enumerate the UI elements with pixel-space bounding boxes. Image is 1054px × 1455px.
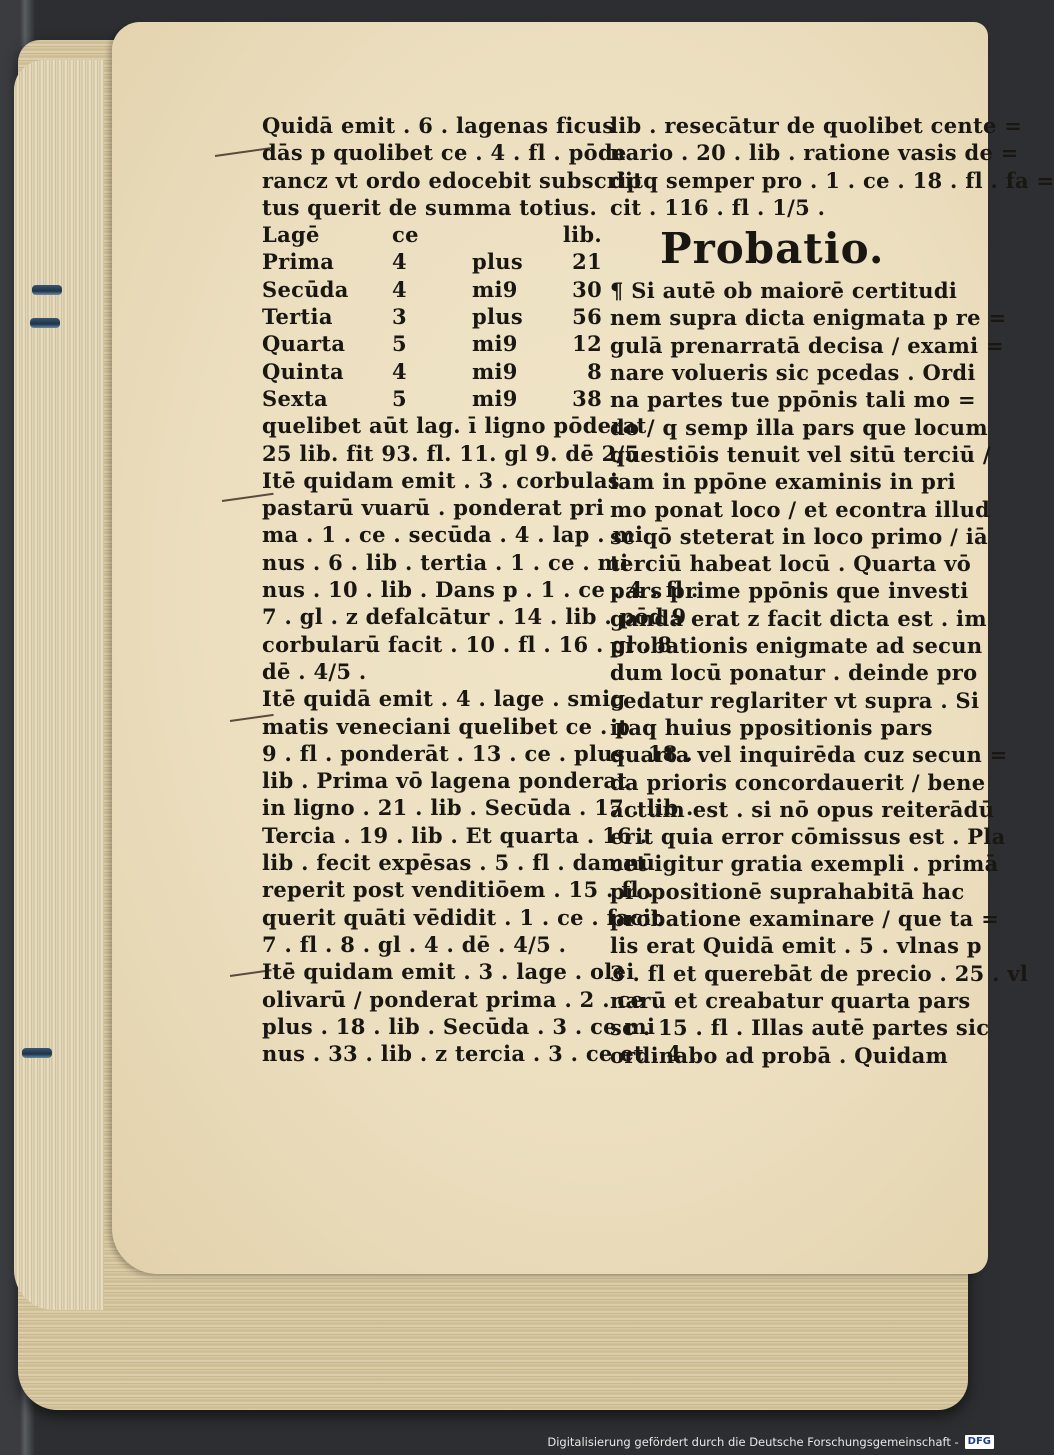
table-cell: 5 — [392, 331, 407, 357]
text-line: cet igitur gratia exempli . primā — [610, 851, 999, 877]
table-cell: 5 — [392, 385, 407, 411]
table-header — [262, 221, 602, 248]
text-line: actum est . si nō opus reiterādū — [610, 796, 995, 822]
text-line: narū et creabatur quarta pars — [610, 987, 971, 1013]
left-lines-a — [262, 112, 642, 221]
page-edges-left — [14, 60, 104, 1310]
text-line: Tercia . 19 . lib . Et quarta . 16 . — [262, 822, 648, 848]
section-heading: Probatio. — [660, 224, 885, 274]
table-cell: 3 — [392, 304, 407, 330]
text-line: nus . 6 . lib . tertia . 1 . ce . mi — [262, 549, 629, 575]
text-line: plus . 18 . lib . Secūda . 3 . ce mi — [262, 1013, 656, 1039]
text-line: 9 . fl . ponderāt . 13 . ce . plus . 18 . — [262, 740, 693, 766]
table-cell: 38 — [572, 385, 602, 411]
table-row — [262, 385, 602, 412]
text-line: sc . 15 . fl . Illas autē partes sic — [610, 1015, 990, 1041]
table-cell: Quarta — [262, 331, 346, 357]
text-line: probationis enigmate ad secun — [610, 633, 983, 659]
text-line: olivarū / ponderat prima . 2 . ce . — [262, 986, 660, 1012]
text-line: Itē quidam emit . 3 . corbulas — [262, 467, 620, 493]
text-line: da prioris concordauerit / bene — [610, 769, 986, 795]
text-line: rancz vt ordo edocebit subscrip — [262, 167, 642, 193]
text-line: quarta vel inquirēda cuz secun = — [610, 742, 1008, 768]
text-line: Quidā emit . 6 . lagenas ficus — [262, 113, 615, 138]
text-line: dum locū ponatur . deinde pro — [610, 660, 978, 686]
text-line: erit quia error cōmissus est . Pla — [610, 824, 1006, 850]
text-line: dās p quolibet ce . 4 . fl . pōde — [262, 140, 627, 166]
table-cell: 8 — [587, 358, 602, 384]
text-line: na partes tue ppōnis tali mo = — [610, 387, 976, 413]
text-line: itaq huius ppositionis pars — [610, 714, 933, 740]
right-lines-b — [610, 277, 1029, 1069]
text-line: ¶ Si autē ob maiorē certitudi — [610, 278, 958, 304]
table-header-cell: lib. — [562, 222, 602, 248]
binding-thread — [22, 1048, 52, 1058]
text-line: lis erat Quidā emit . 5 . vlnas p — [610, 933, 982, 959]
text-line: propositionē suprahabitā hac — [610, 878, 965, 904]
weights-table — [262, 221, 602, 412]
text-line: pars prime ppōnis que investi — [610, 578, 969, 604]
text-line: lib . Prima vō lagena ponderat — [262, 768, 628, 794]
text-line: ganda erat z facit dicta est . im — [610, 605, 987, 631]
text-line: tus querit de summa totius. — [262, 194, 598, 220]
table-row — [262, 358, 602, 385]
table-row — [262, 330, 602, 357]
table-cell: 30 — [572, 276, 602, 302]
text-line: cit . 116 . fl . 1/5 . — [610, 194, 826, 220]
text-line: terciū habeat locū . Quarta vō — [610, 551, 972, 577]
text-line: 25 lib. fit 93. fl. 11. gl 9. dē 2/5. — [262, 440, 648, 466]
table-cell: plus — [472, 304, 523, 330]
text-line: 7 . fl . 8 . gl . 4 . dē . 4/5 . — [262, 931, 567, 957]
text-line: mo ponat loco / et econtra illud — [610, 496, 991, 522]
text-line: ordinabo ad probā . Quidam — [610, 1042, 949, 1068]
text-line: quelibet aūt lag. ī ligno pōderat — [262, 413, 647, 439]
table-header-cell — [472, 221, 552, 248]
text-line: lib . fecit expēsas . 5 . fl . damnū — [262, 850, 656, 876]
text-line: nus . 33 . lib . z tercia . 3 . ce et . 4 . — [262, 1041, 697, 1067]
right-text-column — [610, 112, 1054, 1069]
text-line: do / q semp illa pars que locum — [610, 414, 988, 440]
left-lines-b — [262, 412, 699, 1067]
table-header-cell: Lagē — [262, 222, 320, 248]
text-line: iam in ppōne examinis in pri — [610, 469, 956, 495]
text-line: gulā prenarratā decisa / exami = — [610, 332, 1004, 358]
table-header-cell: ce — [392, 222, 419, 248]
text-line: Itē quidam emit . 3 . lage . olei — [262, 959, 635, 985]
left-text-column — [262, 112, 699, 1067]
right-lines-a — [610, 112, 1054, 221]
table-cell: Tertia — [262, 304, 333, 330]
text-line: questiōis tenuit vel sitū terciū / — [610, 441, 991, 467]
text-line: reperit post venditiōem . 15 . fl . — [262, 877, 655, 903]
table-cell: 12 — [572, 331, 602, 357]
text-line: 7 . gl . z defalcātur . 14 . lib . pōd 9 — [262, 604, 687, 630]
table-cell: plus — [472, 249, 523, 275]
table-cell: Sexta — [262, 385, 328, 411]
text-line: lib . resecātur de quolibet cente = — [610, 113, 1023, 138]
table-cell: 4 — [392, 276, 407, 302]
dfg-logo: DFG — [965, 1435, 994, 1449]
table-cell: mi9 — [472, 276, 518, 302]
table-row — [262, 248, 602, 275]
text-line: probatione examinare / que ta = — [610, 906, 1000, 932]
text-line: nario . 20 . lib . ratione vasis de = — [610, 140, 1019, 166]
table-cell: 21 — [572, 249, 602, 275]
text-line: nus . 10 . lib . Dans p . 1 . ce . 4 . fl . — [262, 577, 699, 603]
table-cell: mi9 — [472, 331, 518, 357]
table-row — [262, 276, 602, 303]
table-cell: mi9 — [472, 385, 518, 411]
text-line: pastarū vuarū . ponderat pri — [262, 495, 605, 521]
table-cell: 56 — [572, 304, 602, 330]
table-cell: Secūda — [262, 276, 349, 302]
table-cell: mi9 — [472, 358, 518, 384]
text-line: ma . 1 . ce . secūda . 4 . lap . mi — [262, 522, 644, 548]
text-line: cedatur reglariter vt supra . Si — [610, 687, 980, 713]
text-line: nare volueris sic pcedas . Ordi — [610, 360, 976, 386]
binding-thread — [30, 318, 60, 328]
text-line: 3 . fl et querebāt de precio . 25 . vl — [610, 960, 1029, 986]
text-line: corbularū facit . 10 . fl . 16 . gl . 8 . — [262, 631, 688, 657]
text-line: ditq semper pro . 1 . ce . 18 . fl . fa = — [610, 167, 1054, 193]
text-line: sc qō steterat in loco primo / iā — [610, 523, 988, 549]
text-line: in ligno . 21 . lib . Secūda . 17 . lib . — [262, 795, 694, 821]
table-row — [262, 303, 602, 330]
text-line: Itē quidā emit . 4 . lage . smig — [262, 686, 626, 712]
table-cell: 4 — [392, 358, 407, 384]
text-line: matis veneciani quelibet ce . p — [262, 713, 631, 739]
binding-thread — [32, 285, 62, 295]
table-cell: Prima — [262, 249, 335, 275]
table-cell: 4 — [392, 249, 407, 275]
text-line: nem supra dicta enigmata p re = — [610, 305, 1007, 331]
text-line: querit quāti vēdidit . 1 . ce . facit — [262, 904, 662, 930]
digitization-footer — [547, 1433, 994, 1451]
footer-credit: Digitalisierung gefördert durch die Deutsche Forschungsgemeinschaft - — [547, 1435, 959, 1449]
table-cell: Quinta — [262, 358, 344, 384]
text-line: dē . 4/5 . — [262, 658, 367, 684]
